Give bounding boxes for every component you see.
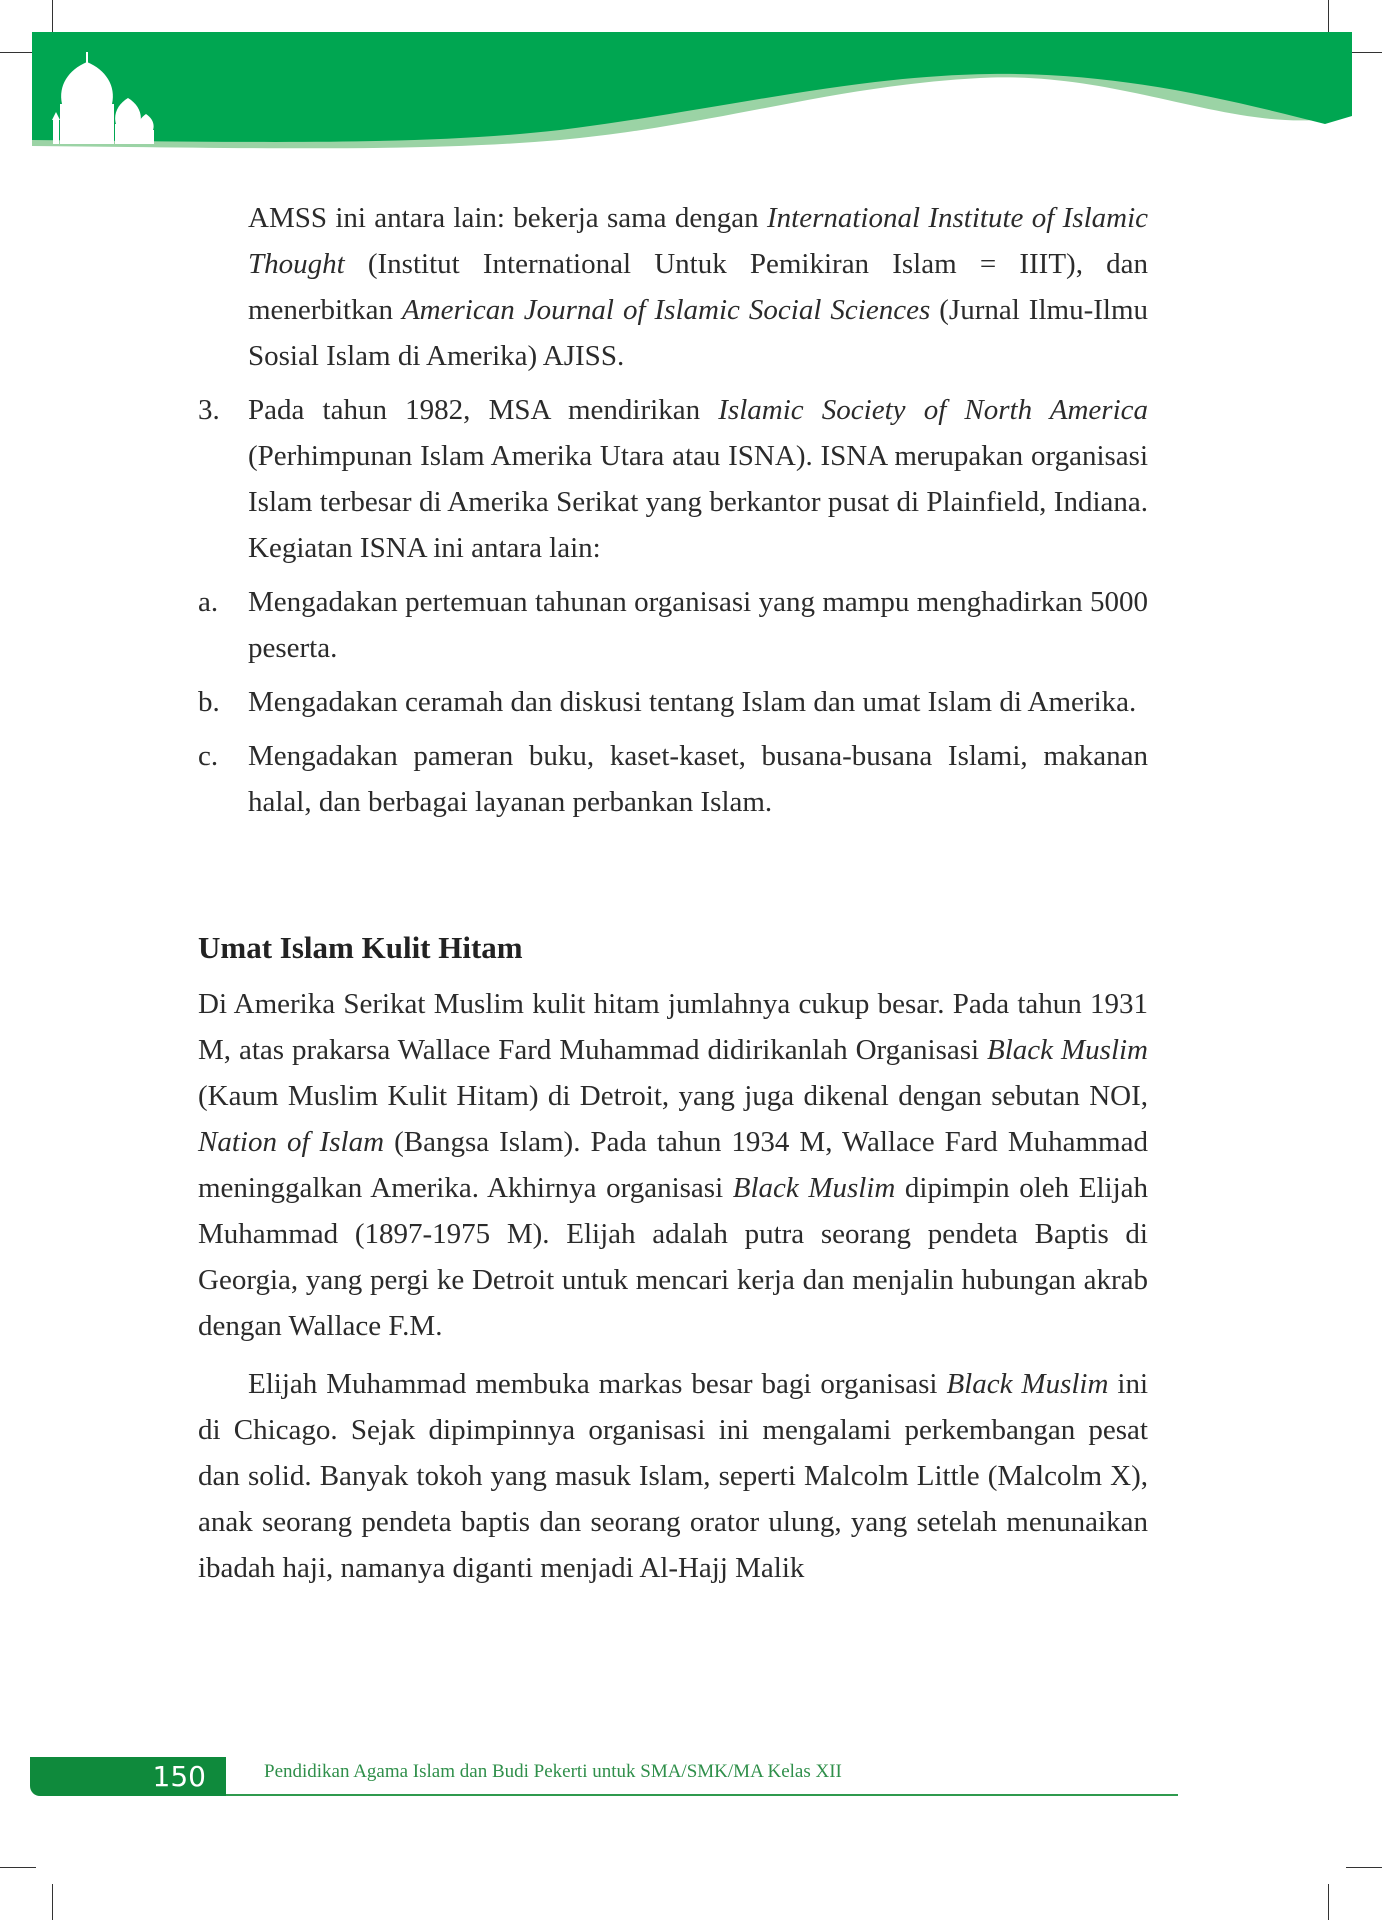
text-run: dipimpin oleh Elijah Muhammad (1897-1975 M). Elijah adalah putra seorang pendeta Baptis di Georgia, yang pergi ke Detroit untuk mencari kerja dan menjalin hubungan akrab dengan Wallace F.M. [198,1172,1149,1342]
page-number [30,1757,226,1796]
crop-mark [52,1884,53,1920]
page-body [198,195,1148,1591]
italic-term: Nation of Islam [198,1126,385,1158]
crop-mark [1328,1884,1329,1920]
item-letter: b. [198,686,220,718]
italic-term: Islamic Society of North America [718,394,1148,426]
section-heading: Umat Islam Kulit Hitam [198,930,523,965]
crop-mark [0,1867,36,1868]
item-number: 3. [198,394,220,426]
italic-term: Black Muslim [732,1172,896,1204]
list-item [198,579,1148,671]
item-text: Mengadakan pameran buku, kaset-kaset, busana-busana Islami, makanan halal, dan berbagai layanan perbankan Islam. [248,740,1148,818]
list-item [198,733,1148,825]
italic-term: American Journal of Islamic Social Sciences [401,294,931,326]
italic-term: International Institute of Islamic Thought [248,202,1149,280]
text-run: Di Amerika Serikat Muslim kulit hitam jumlahnya cukup besar. Pada tahun 1931 M, atas prakarsa Wallace Fard Muhammad didirikanlah Organisasi [198,988,1148,1066]
book-title: Pendidikan Agama Islam dan Budi Pekerti untuk SMA/SMK/MA Kelas XII [264,1761,842,1782]
text-run: Pada tahun 1982, MSA mendirikan [248,394,719,426]
item-letter: c. [198,740,219,772]
item-letter: a. [198,586,219,618]
italic-term: Black Muslim [987,1034,1148,1066]
body-paragraph [198,981,1148,1349]
text-run: (Jurnal Ilmu-Ilmu Sosial Islam di Amerika) AJISS. [248,294,1149,372]
text-run: (Kaum Muslim Kulit Hitam) di Detroit, yang juga dikenal dengan sebutan NOI, [198,1080,1148,1112]
text-run: (Perhimpunan Islam Amerika Utara atau ISNA). ISNA merupakan organisasi Islam terbesar di Amerika Serikat yang berkantor pusat di Plainfield, Indiana. Kegiatan ISNA ini antara lain: [248,440,1148,564]
text-run: ini di Chicago. Sejak dipimpinnya organisasi ini mengalami perkembangan pesat dan solid. Banyak tokoh yang masuk Islam, seperti Malcolm Little (Malcolm X), anak seorang pendeta baptis dan seorang orator ulung, yang setelah menunaikan ibadah haji, namanya diganti menjadi Al-Hajj Malik [198,1368,1148,1584]
page-number-text: 150 [152,1760,206,1793]
text-run: Elijah Muhammad membuka markas besar bagi organisasi [248,1368,947,1400]
text-run: AMSS ini antara lain: bekerja sama dengan [248,202,767,234]
italic-term: Black Muslim [946,1368,1109,1400]
list-item [198,679,1148,725]
page-footer [30,1757,1150,1797]
header-banner [0,0,1382,170]
footer-rule [226,1794,1178,1796]
numbered-item-3 [198,387,1148,571]
text-run: (Institut International Untuk Pemikiran Islam = IIIT), dan menerbitkan [248,248,1148,326]
item-text: Mengadakan ceramah dan diskusi tentang Islam dan umat Islam di Amerika. [248,686,1137,718]
item-text: Mengadakan pertemuan tahunan organisasi yang mampu menghadirkan 5000 peserta. [248,586,1148,664]
continuation-paragraph [198,195,1148,379]
body-paragraph [198,1361,1148,1591]
text-run: (Bangsa Islam). Pada tahun 1934 M, Wallace Fard Muhammad meninggalkan Amerika. Akhirnya organisasi [198,1126,1148,1204]
item-text [248,387,1148,571]
crop-mark [1346,1867,1382,1868]
